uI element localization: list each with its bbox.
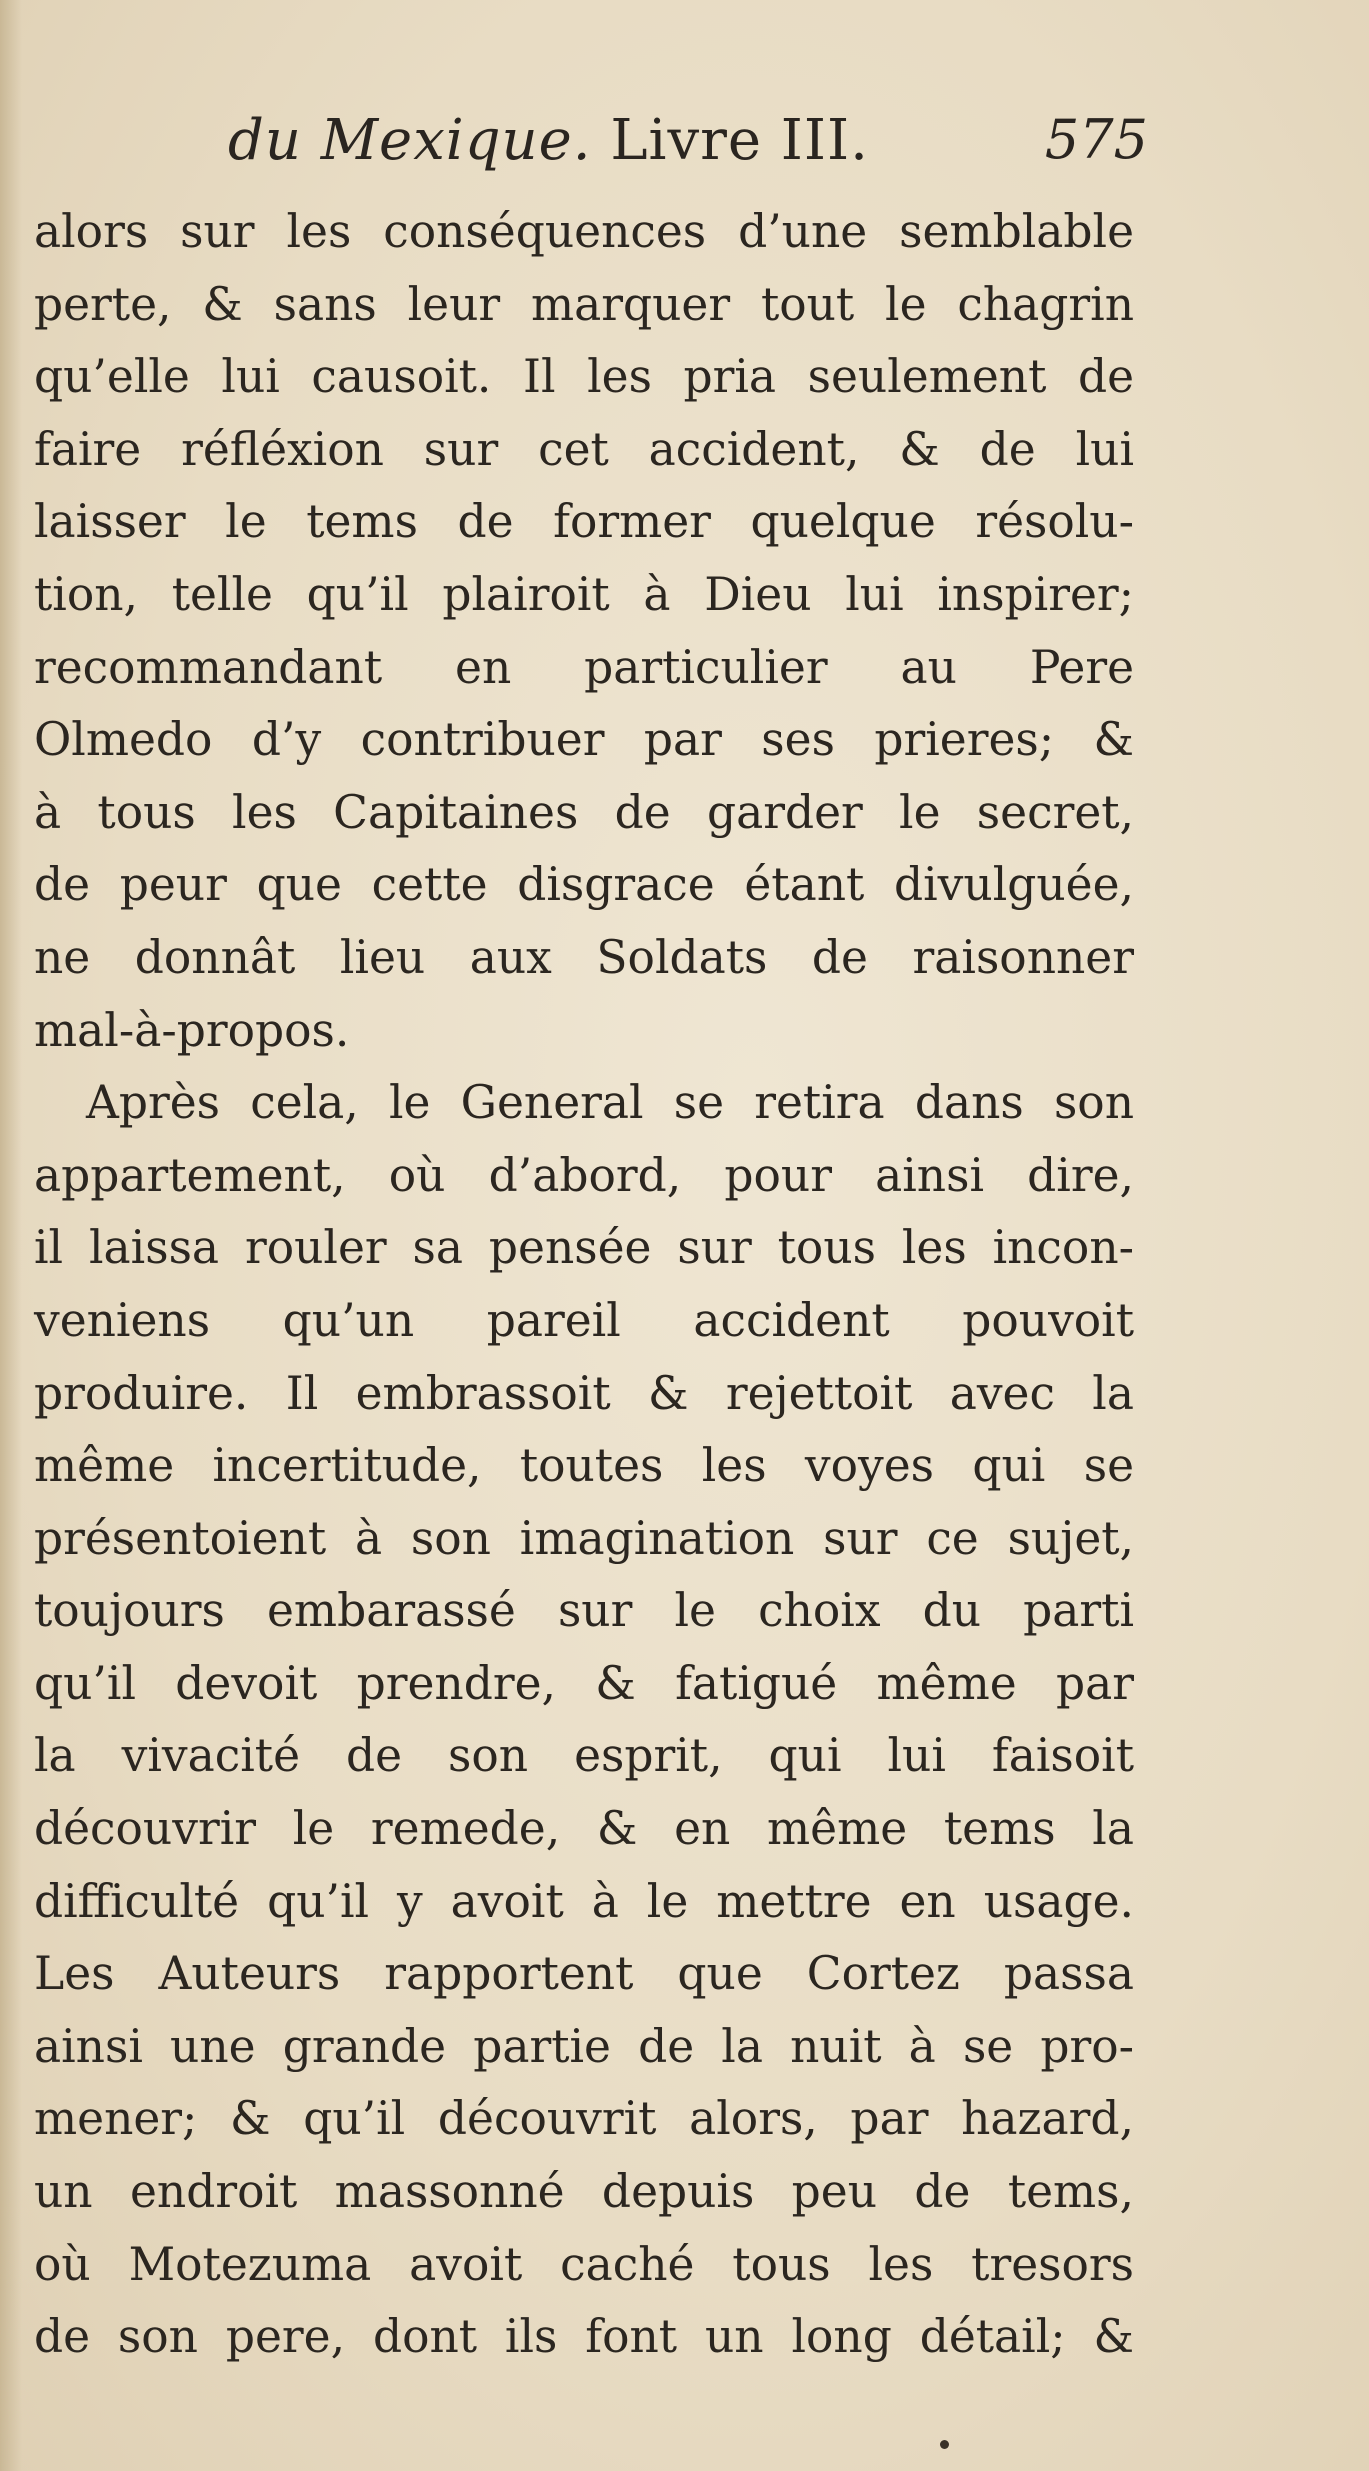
text-line: mener; & qu’il découvrit alors, par hazard, bbox=[34, 2092, 1134, 2146]
text-line: produire. Il embrassoit & rejettoit avec la bbox=[34, 1366, 1134, 1420]
page-number: 575 bbox=[1044, 108, 1148, 171]
text-line: un endroit massonné depuis peu de tems, bbox=[34, 2165, 1134, 2219]
text-line: de son pere, dont ils font un long détail; & bbox=[34, 2310, 1134, 2364]
text-line: alors sur les conséquences d’une semblable bbox=[34, 205, 1134, 258]
text-line: qu’il devoit prendre, & fatigué même par bbox=[34, 1656, 1134, 1710]
text-line: tion, telle qu’il plairoit à Dieu lui inspirer; bbox=[34, 567, 1134, 621]
text-line: recommandant en particulier au Pere bbox=[34, 640, 1134, 694]
text-line: faire réfléxion sur cet accident, & de lui bbox=[34, 422, 1134, 476]
text-line: Après cela, le General se retira dans son bbox=[86, 1076, 1134, 1130]
text-line: ainsi une grande partie de la nuit à se pro- bbox=[34, 2019, 1134, 2073]
text-line: laisser le tems de former quelque résolu- bbox=[34, 495, 1134, 549]
text-line: Les Auteurs rapportent que Cortez passa bbox=[34, 1947, 1134, 2001]
text-line: perte, & sans leur marquer tout le chagrin bbox=[34, 277, 1134, 331]
page-header bbox=[228, 108, 1168, 198]
text-line: où Motezuma avoit caché tous les tresors bbox=[34, 2237, 1134, 2291]
text-block bbox=[34, 196, 1134, 2374]
text-line: mal-à-propos. bbox=[34, 1003, 350, 1057]
text-line: présentoient à son imagination sur ce sujet, bbox=[34, 1511, 1134, 1565]
text-line: il laissa rouler sa pensée sur tous les incon- bbox=[34, 1221, 1134, 1275]
text-line: difficulté qu’il y avoit à le mettre en usage. bbox=[34, 1874, 1134, 1928]
text-line: la vivacité de son esprit, qui lui faisoit bbox=[34, 1729, 1134, 1783]
text-line: de peur que cette disgrace étant divulguée, bbox=[34, 858, 1134, 912]
text-line: Olmedo d’y contribuer par ses prieres; & bbox=[34, 713, 1134, 767]
text-line: appartement, où d’abord, pour ainsi dire, bbox=[34, 1148, 1134, 1202]
ink-speck bbox=[940, 2440, 949, 2449]
text-line: toujours embarassé sur le choix du parti bbox=[34, 1584, 1134, 1638]
text-line: qu’elle lui causoit. Il les pria seulement de bbox=[34, 350, 1134, 404]
running-title-italic: du Mexique. bbox=[228, 108, 592, 173]
running-title bbox=[228, 108, 869, 173]
text-line: même incertitude, toutes les voyes qui se bbox=[34, 1439, 1134, 1493]
text-line: découvrir le remede, & en même tems la bbox=[34, 1802, 1134, 1856]
running-title-roman: Livre III. bbox=[591, 108, 869, 173]
text-line: veniens qu’un pareil accident pouvoit bbox=[34, 1293, 1134, 1347]
text-line: à tous les Capitaines de garder le secret, bbox=[34, 785, 1134, 839]
text-line: ne donnât lieu aux Soldats de raisonner bbox=[34, 930, 1134, 984]
page-gutter-shadow bbox=[0, 0, 22, 2471]
